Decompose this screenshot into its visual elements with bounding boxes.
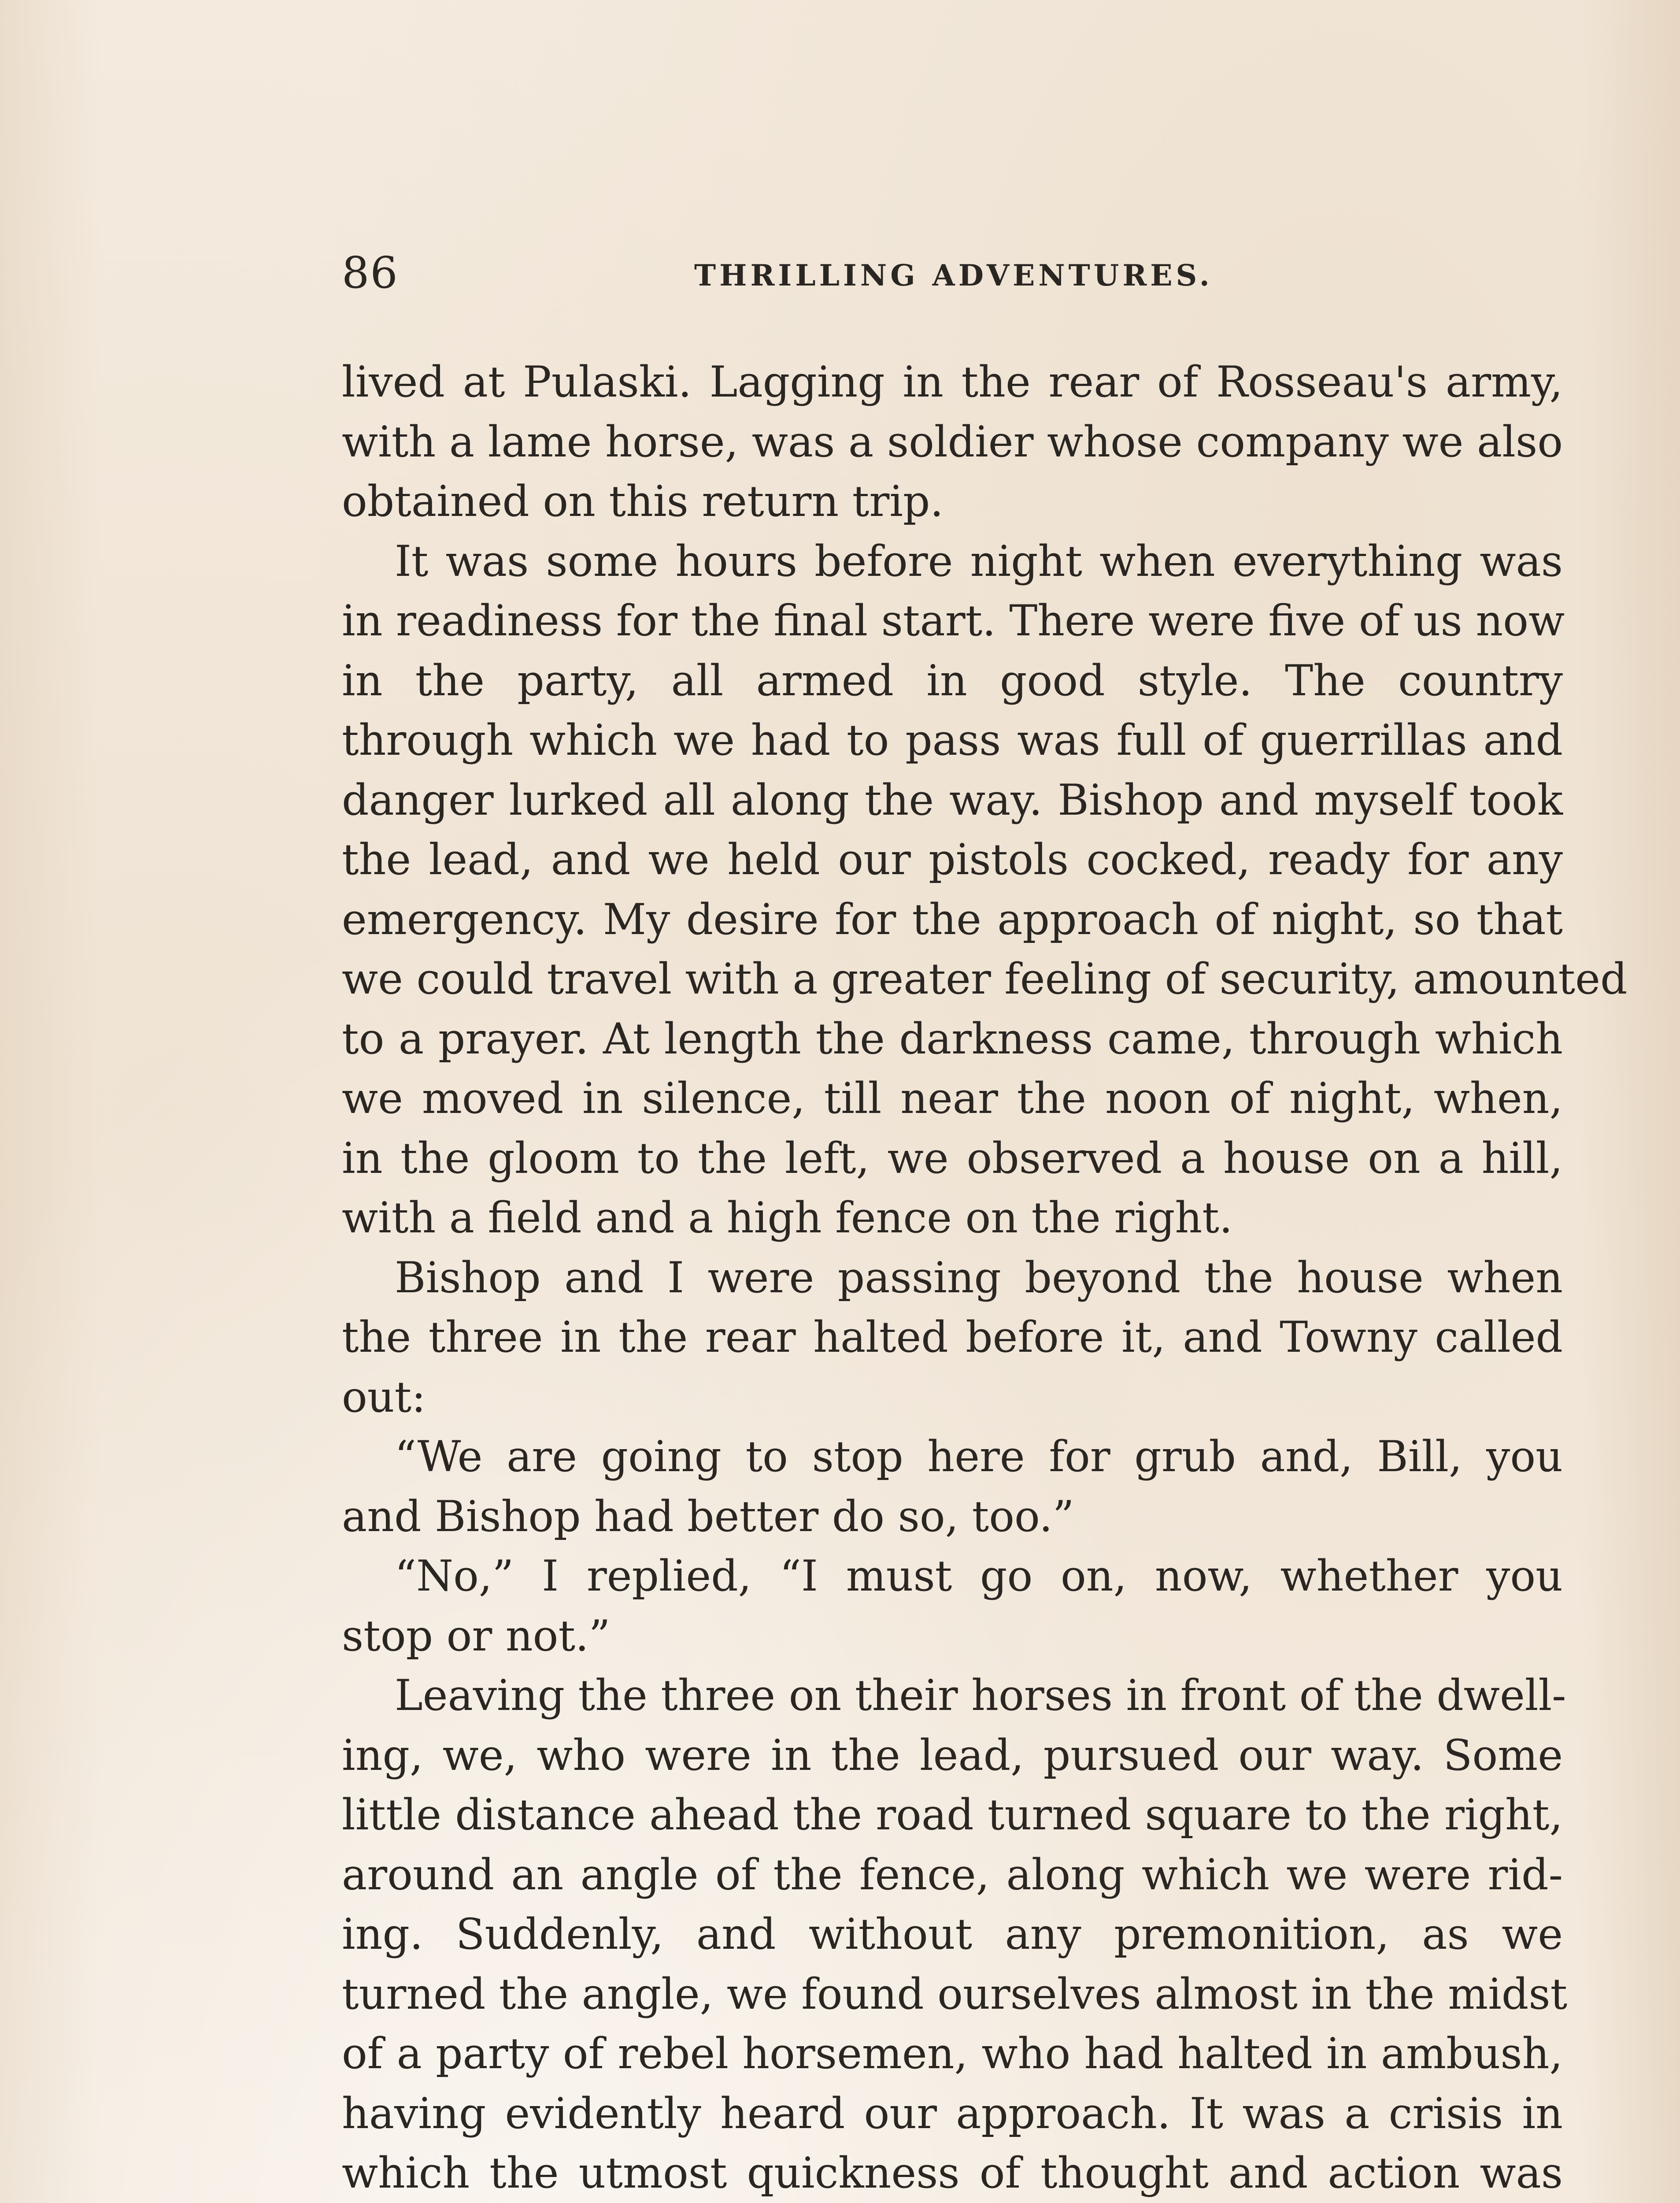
text-line: through which we had to pass was full of guerrillas and: [342, 716, 1563, 765]
text-line: “We are going to stop here for grub and, Bill, you: [395, 1432, 1563, 1481]
text-line: to a prayer. At length the darkness came, through which: [342, 1014, 1563, 1064]
text-line: around an angle of the fence, along which we were rid-: [342, 1850, 1563, 1899]
text-line: having evidently heard our approach. It was a crisis in: [342, 2088, 1563, 2138]
text-line: the lead, and we held our pistols cocked, ready for any: [342, 835, 1563, 884]
body-text: [342, 352, 1628, 2203]
text-line: ing. Suddenly, and without any premonition, as we: [342, 1910, 1563, 1959]
text-line: in the gloom to the left, we observed a house on a hill,: [342, 1133, 1563, 1183]
text-line: the three in the rear halted before it, and Towny called: [342, 1313, 1563, 1362]
text-line: in the party, all armed in good style. The country: [342, 656, 1563, 705]
page-header: [342, 247, 1563, 300]
text-line: with a lame horse, was a soldier whose company we also: [342, 417, 1563, 467]
text-line: emergency. My desire for the approach of night, so that: [342, 894, 1563, 944]
text-line: and Bishop had better do so, too.”: [342, 1491, 1074, 1541]
text-line: little distance ahead the road turned square to the right,: [342, 1790, 1563, 1840]
page-number: 86: [342, 248, 399, 298]
text-line: of a party of rebel horsemen, who had halted in ambush,: [342, 2029, 1563, 2078]
text-line: stop or not.”: [342, 1611, 611, 1661]
text-line: we could travel with a greater feeling of security, amounted: [342, 954, 1628, 1004]
text-line: ing, we, who were in the lead, pursued our way. Some: [342, 1730, 1563, 1780]
text-line: “No,” I replied, “I must go on, now, whether you: [395, 1551, 1563, 1601]
text-line: Leaving the three on their horses in front of the dwell-: [395, 1671, 1566, 1720]
text-line: turned the angle, we found ourselves almost in the midst: [342, 1969, 1568, 2019]
text-line: with a field and a high fence on the right.: [342, 1193, 1233, 1242]
text-line: It was some hours before night when everything was: [395, 536, 1563, 586]
text-line: which the utmost quickness of thought and action was: [342, 2148, 1563, 2198]
text-line: in readiness for the final start. There were five of us now: [342, 596, 1565, 645]
text-line: Bishop and I were passing beyond the house when: [395, 1253, 1563, 1302]
text-line: obtained on this return trip.: [342, 477, 944, 526]
text-line: lived at Pulaski. Lagging in the rear of Rosseau's army,: [342, 357, 1563, 407]
text-line: out:: [342, 1372, 426, 1422]
running-head: THRILLING ADVENTURES.: [694, 258, 1213, 293]
text-line: danger lurked all along the way. Bishop and myself took: [342, 775, 1563, 825]
text-line: we moved in silence, till near the noon of night, when,: [342, 1074, 1563, 1123]
